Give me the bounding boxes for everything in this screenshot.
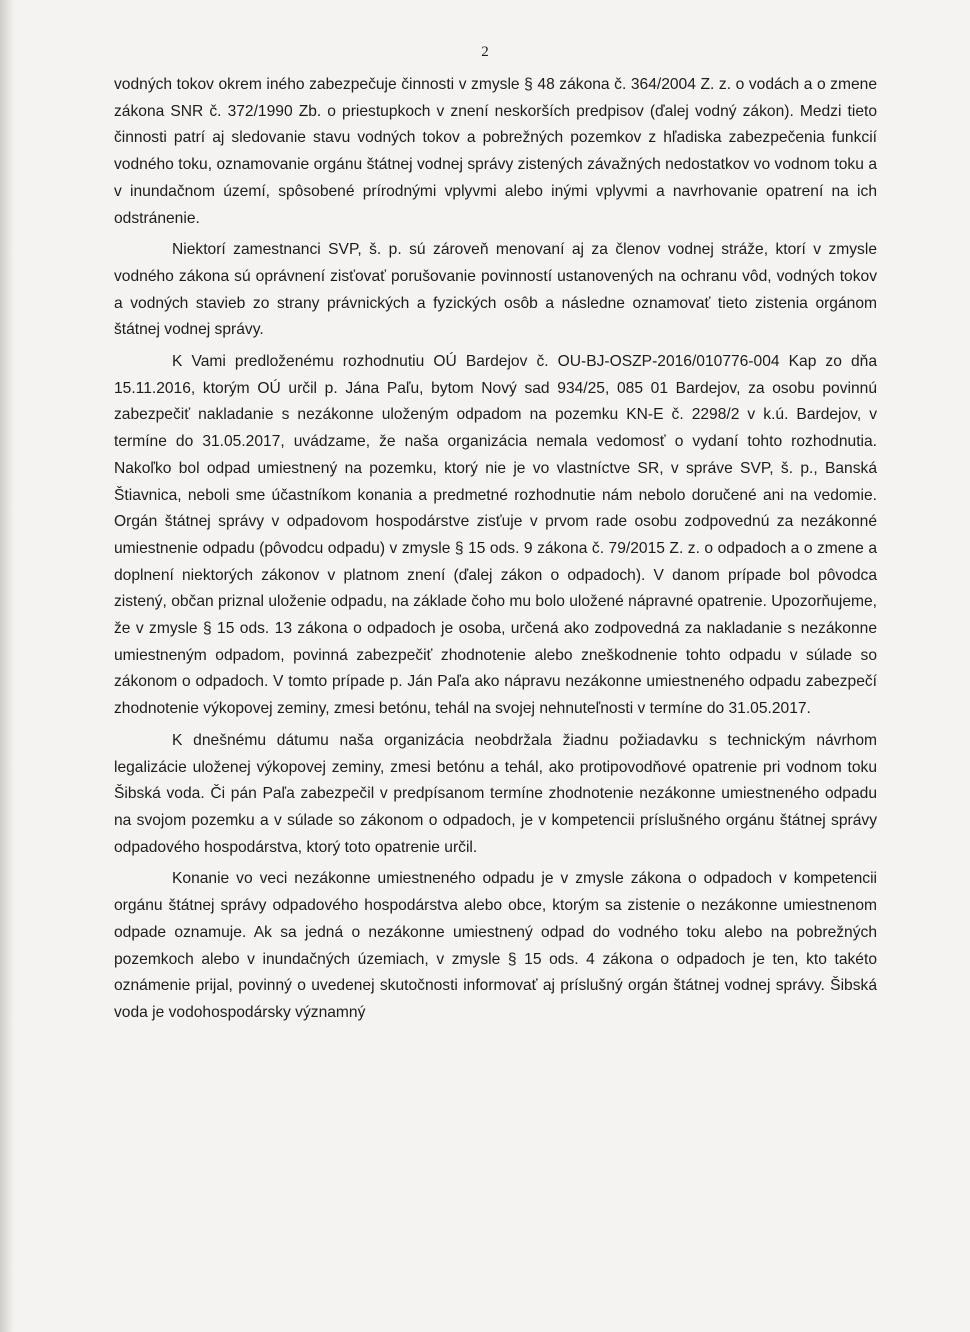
- paragraph-water-guard: Niektorí zamestnanci SVP, š. p. sú zároveň menovaní aj za členov vodnej stráže, ktorí v zmysle vodného zákona sú oprávnení zisťovať porušovanie povinností ustanovených na ochranu vôd, vodných tokov a vodných stavieb zo strany právnických a fyzických osôb a následne oznamovať tieto zistenia orgánom štátnej vodnej správy.: [114, 241, 877, 339]
- paragraph-intro: vodných tokov okrem iného zabezpečuje činnosti v zmysle § 48 zákona č. 364/2004 Z. z. o vodách a o zmene zákona SNR č. 372/1990 Zb. o priestupkoch v znení neskorších predpisov (ďalej vodný zákon). Medzi tieto činnosti patrí aj sledovanie stavu vodných tokov a pobrežných pozemkov z hľadiska zabezpečenia funkcií vodného toku, oznamovanie orgánu štátnej vodnej správy zistených závažných nedostatkov vo vodnom toku a v inundačnom území, spôsobené prírodnými vplyvmi alebo inými vplyvmi a navrhovanie opatrení na ich odstránenie.: [114, 76, 877, 227]
- document-body: [114, 72, 877, 1027]
- paragraph-request-status: K dnešnému dátumu naša organizácia neobdržala žiadnu požiadavku s technickým návrhom legalizácie uloženej výkopovej zeminy, zmesi betónu a tehál, ako protipovodňové opatrenie pri vodnom toku Šibská voda. Či pán Paľa zabezpečil v predpísanom termíne zhodnotenie nezákonne umiestneného odpadu na svojom pozemku a v súlade so zákonom o odpadoch, je v kompetencii príslušného orgánu štátnej správy odpadového hospodárstva, ktorý toto opatrenie určil.: [114, 731, 877, 856]
- paragraph-decision: K Vami predloženému rozhodnutiu OÚ Bardejov č. OU-BJ-OSZP-2016/010776-004 Kap zo dňa 15.11.2016, ktorým OÚ určil p. Jána Paľu, bytom Nový sad 934/25, 085 01 Bardejov, za osobu povinnú zabezpečiť nakladanie s nezákonne uloženým odpadom na pozemku KN-E č. 2298/2 v k.ú. Bardejov, v termíne do 31.05.2017, uvádzame, že naša organizácia nemala vedomosť o vydaní tohto rozhodnutia. Nakoľko bol odpad umiestnený na pozemku, ktorý nie je vo vlastníctve SR, v správe SVP, š. p., Banská Štiavnica, neboli sme účastníkom konania a predmetné rozhodnutie nám nebolo doručené ani na vedomie. Orgán štátnej správy v odpadovom hospodárstve zisťuje v prvom rade osobu zodpovednú za nezákonné umiestnenie odpadu (pôvodcu odpadu) v zmysle § 15 ods. 9 zákona č. 79/2015 Z. z. o odpadoch a o zmene a doplnení niektorých zákonov v platnom znení (ďalej zákon o odpadoch). V danom prípade bol pôvodca zistený, občan priznal uloženie odpadu, na základe čoho mu bolo uložené nápravné opatrenie. Upozorňujeme, že v zmysle § 15 ods. 13 zákona o odpadoch je osoba, určená ako zodpovedná za nakladanie s nezákonne umiestneným odpadom, povinná zabezpečiť zhodnotenie alebo zneškodnenie tohto odpadu v súlade so zákonom o odpadoch. V tomto prípade p. Ján Paľa ako nápravu nezákonne umiestneného odpadu zabezpečí zhodnotenie výkopovej zeminy, zmesi betónu, tehál na svojej nehnuteľnosti v termíne do 31.05.2017.: [114, 353, 877, 718]
- paragraph-competence: Konanie vo veci nezákonne umiestneného odpadu je v zmysle zákona o odpadoch v kompetencii orgánu štátnej správy odpadového hospodárstva alebo obce, ktorým sa zistenie o nezákonne umiestnenom odpade oznamuje. Ak sa jedná o nezákonne umiestnený odpad do vodného toku alebo na pobrežných pozemkoch alebo v inundačných územiach, v zmysle § 15 ods. 4 zákona o odpadoch je ten, kto takéto oznámenie prijal, povinný o uvedenej skutočnosti informovať aj príslušný orgán štátnej vodnej správy. Šibská voda je vodohospodársky významný: [114, 870, 877, 1021]
- page-number: 2: [481, 44, 489, 60]
- scan-edge-shadow: [0, 0, 14, 1332]
